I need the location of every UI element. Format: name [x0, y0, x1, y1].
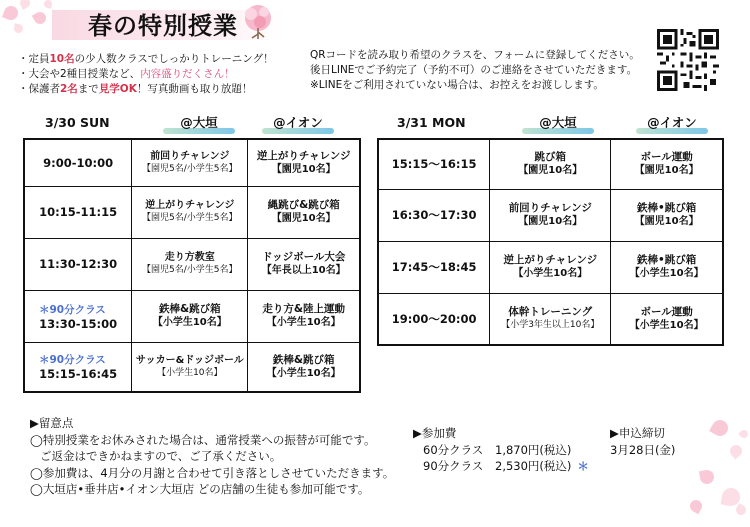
day1-location-aeon: @イオン: [273, 115, 323, 130]
intro-line-capacity: ・定員10名の少人数クラスでしっかりトレーニング！: [18, 53, 274, 65]
class-cell[interactable]: 鉄棒&跳び箱 【小学生10名】: [248, 342, 360, 392]
note-line: ご返金はできかねますので、ご了承ください。: [40, 449, 282, 463]
class-length-note: ＊90分クラス: [39, 303, 106, 316]
class-cell[interactable]: 走り方&陸上運動 【小学生10名】: [248, 290, 360, 342]
class-cell[interactable]: ドッジボール大会 【年長以上10名】: [248, 238, 360, 290]
qr-code[interactable]: [657, 29, 719, 91]
notes-section: [30, 415, 394, 498]
class-cell[interactable]: 鉄棒&跳び箱 【小学生10名】: [132, 290, 248, 342]
class-cell[interactable]: 前回りチャレンジ 【園児5名/小学生5名】: [132, 139, 248, 186]
class-cell[interactable]: ボール運動 【小学生10名】: [611, 293, 723, 345]
class-cell[interactable]: 逆上がりチャレンジ 【園児5名/小学生5名】: [132, 186, 248, 238]
note-line: ◯大垣店•垂井店•イオン大垣店 どの店舗の生徒も参加可能です。: [30, 482, 370, 496]
day2-schedule-table: [377, 138, 724, 346]
qr-instructions: QRコードを読み取り希望のクラスを、フォームに登録してください。 後日LINEでご予約完了（予約不可）のご連絡をさせていただきます。 ※LINEをご利用されていない場合は、お控えをお渡しします。: [310, 49, 640, 91]
deadline-heading: ▶︎申込締切: [610, 426, 665, 440]
fee-row-90: 90分クラス 2,530円(税込) ＊: [423, 459, 589, 473]
table-row: 19:00〜20:00 体幹トレーニング 【小学3年生以上10名】 ボール運動 【小学生10名】: [378, 293, 723, 345]
cherry-blossom-icon: [240, 2, 276, 40]
day2-location-ogaki: @大垣: [539, 115, 577, 130]
day1-schedule-table: [23, 138, 361, 393]
table-row: 15:15〜16:15 跳び箱 【園児10名】 ボール運動 【園児10名】: [378, 139, 723, 189]
day2-date: 3/31 MON: [397, 115, 466, 130]
day2-location-aeon: @イオン: [647, 115, 697, 130]
fees-section: [413, 425, 589, 475]
day1-location-ogaki: @大垣: [180, 115, 218, 130]
fee-row-60: 60分クラス 1,870円(税込): [423, 442, 572, 457]
table-row: 17:45〜18:45 逆上がりチャレンジ 【小学生10名】 鉄棒•跳び箱 【小学生10名】: [378, 241, 723, 293]
note-line: ◯特別授業をお休みされた場合は、通常授業への振替が可能です。: [30, 432, 376, 447]
note-line: ◯参加費は、4月分の月謝と合わせて引き落としさせていただきます。: [30, 465, 395, 480]
fees-heading: ▶︎参加費: [413, 426, 457, 440]
table-row: ＊90分クラス 15:15-16:45 サッカー&ドッジボール 【小学生10名】 鉄棒&跳び箱 【小学生10名】: [24, 342, 360, 392]
intro-list: [18, 52, 274, 97]
class-cell[interactable]: 跳び箱 【園児10名】: [490, 139, 611, 189]
class-cell[interactable]: 逆上がりチャレンジ 【園児10名】: [248, 139, 360, 186]
deadline-date: 3月28日(金): [610, 442, 676, 457]
table-row: 9:00-10:00 前回りチャレンジ 【園児5名/小学生5名】 逆上がりチャレンジ 【園児10名】: [24, 139, 360, 186]
class-cell[interactable]: 鉄棒•跳び箱 【小学生10名】: [611, 241, 723, 293]
intro-line-visitors: ・保護者2名まで見学OK！写真動画も取り放題！: [18, 83, 253, 95]
class-length-note: ＊90分クラス: [39, 354, 106, 367]
class-cell[interactable]: 縄跳び&跳び箱 【園児10名】: [248, 186, 360, 238]
table-row: 16:30〜17:30 前回りチャレンジ 【園児10名】 鉄棒•跳び箱 【園児10名】: [378, 189, 723, 241]
page-title: 春の特別授業: [88, 12, 238, 40]
notes-heading: ▶︎留意点: [30, 416, 74, 430]
class-cell[interactable]: 鉄棒•跳び箱 【園児10名】: [611, 189, 723, 241]
class-cell[interactable]: 前回りチャレンジ 【園児10名】: [490, 189, 611, 241]
intro-line-content: ・大会や2種目授業など、内容盛りだくさん！: [18, 68, 235, 80]
class-cell[interactable]: サッカー&ドッジボール 【小学生10名】: [132, 342, 248, 392]
table-row: ＊90分クラス 13:30-15:00 鉄棒&跳び箱 【小学生10名】 走り方&陸上運動 【小学生10名】: [24, 290, 360, 342]
fee-asterisk: ＊: [577, 459, 589, 473]
class-cell[interactable]: 走り方教室 【園児5名/小学生5名】: [132, 238, 248, 290]
day1-date: 3/30 SUN: [45, 115, 110, 130]
class-cell[interactable]: ボール運動 【園児10名】: [611, 139, 723, 189]
table-row: 10:15-11:15 逆上がりチャレンジ 【園児5名/小学生5名】 縄跳び&跳び箱 【園児10名】: [24, 186, 360, 238]
class-cell[interactable]: 逆上がりチャレンジ 【小学生10名】: [490, 241, 611, 293]
deadline-section: [610, 425, 675, 458]
table-row: 11:30-12:30 走り方教室 【園児5名/小学生5名】 ドッジボール大会 【年長以上10名】: [24, 238, 360, 290]
class-cell[interactable]: 体幹トレーニング 【小学3年生以上10名】: [490, 293, 611, 345]
